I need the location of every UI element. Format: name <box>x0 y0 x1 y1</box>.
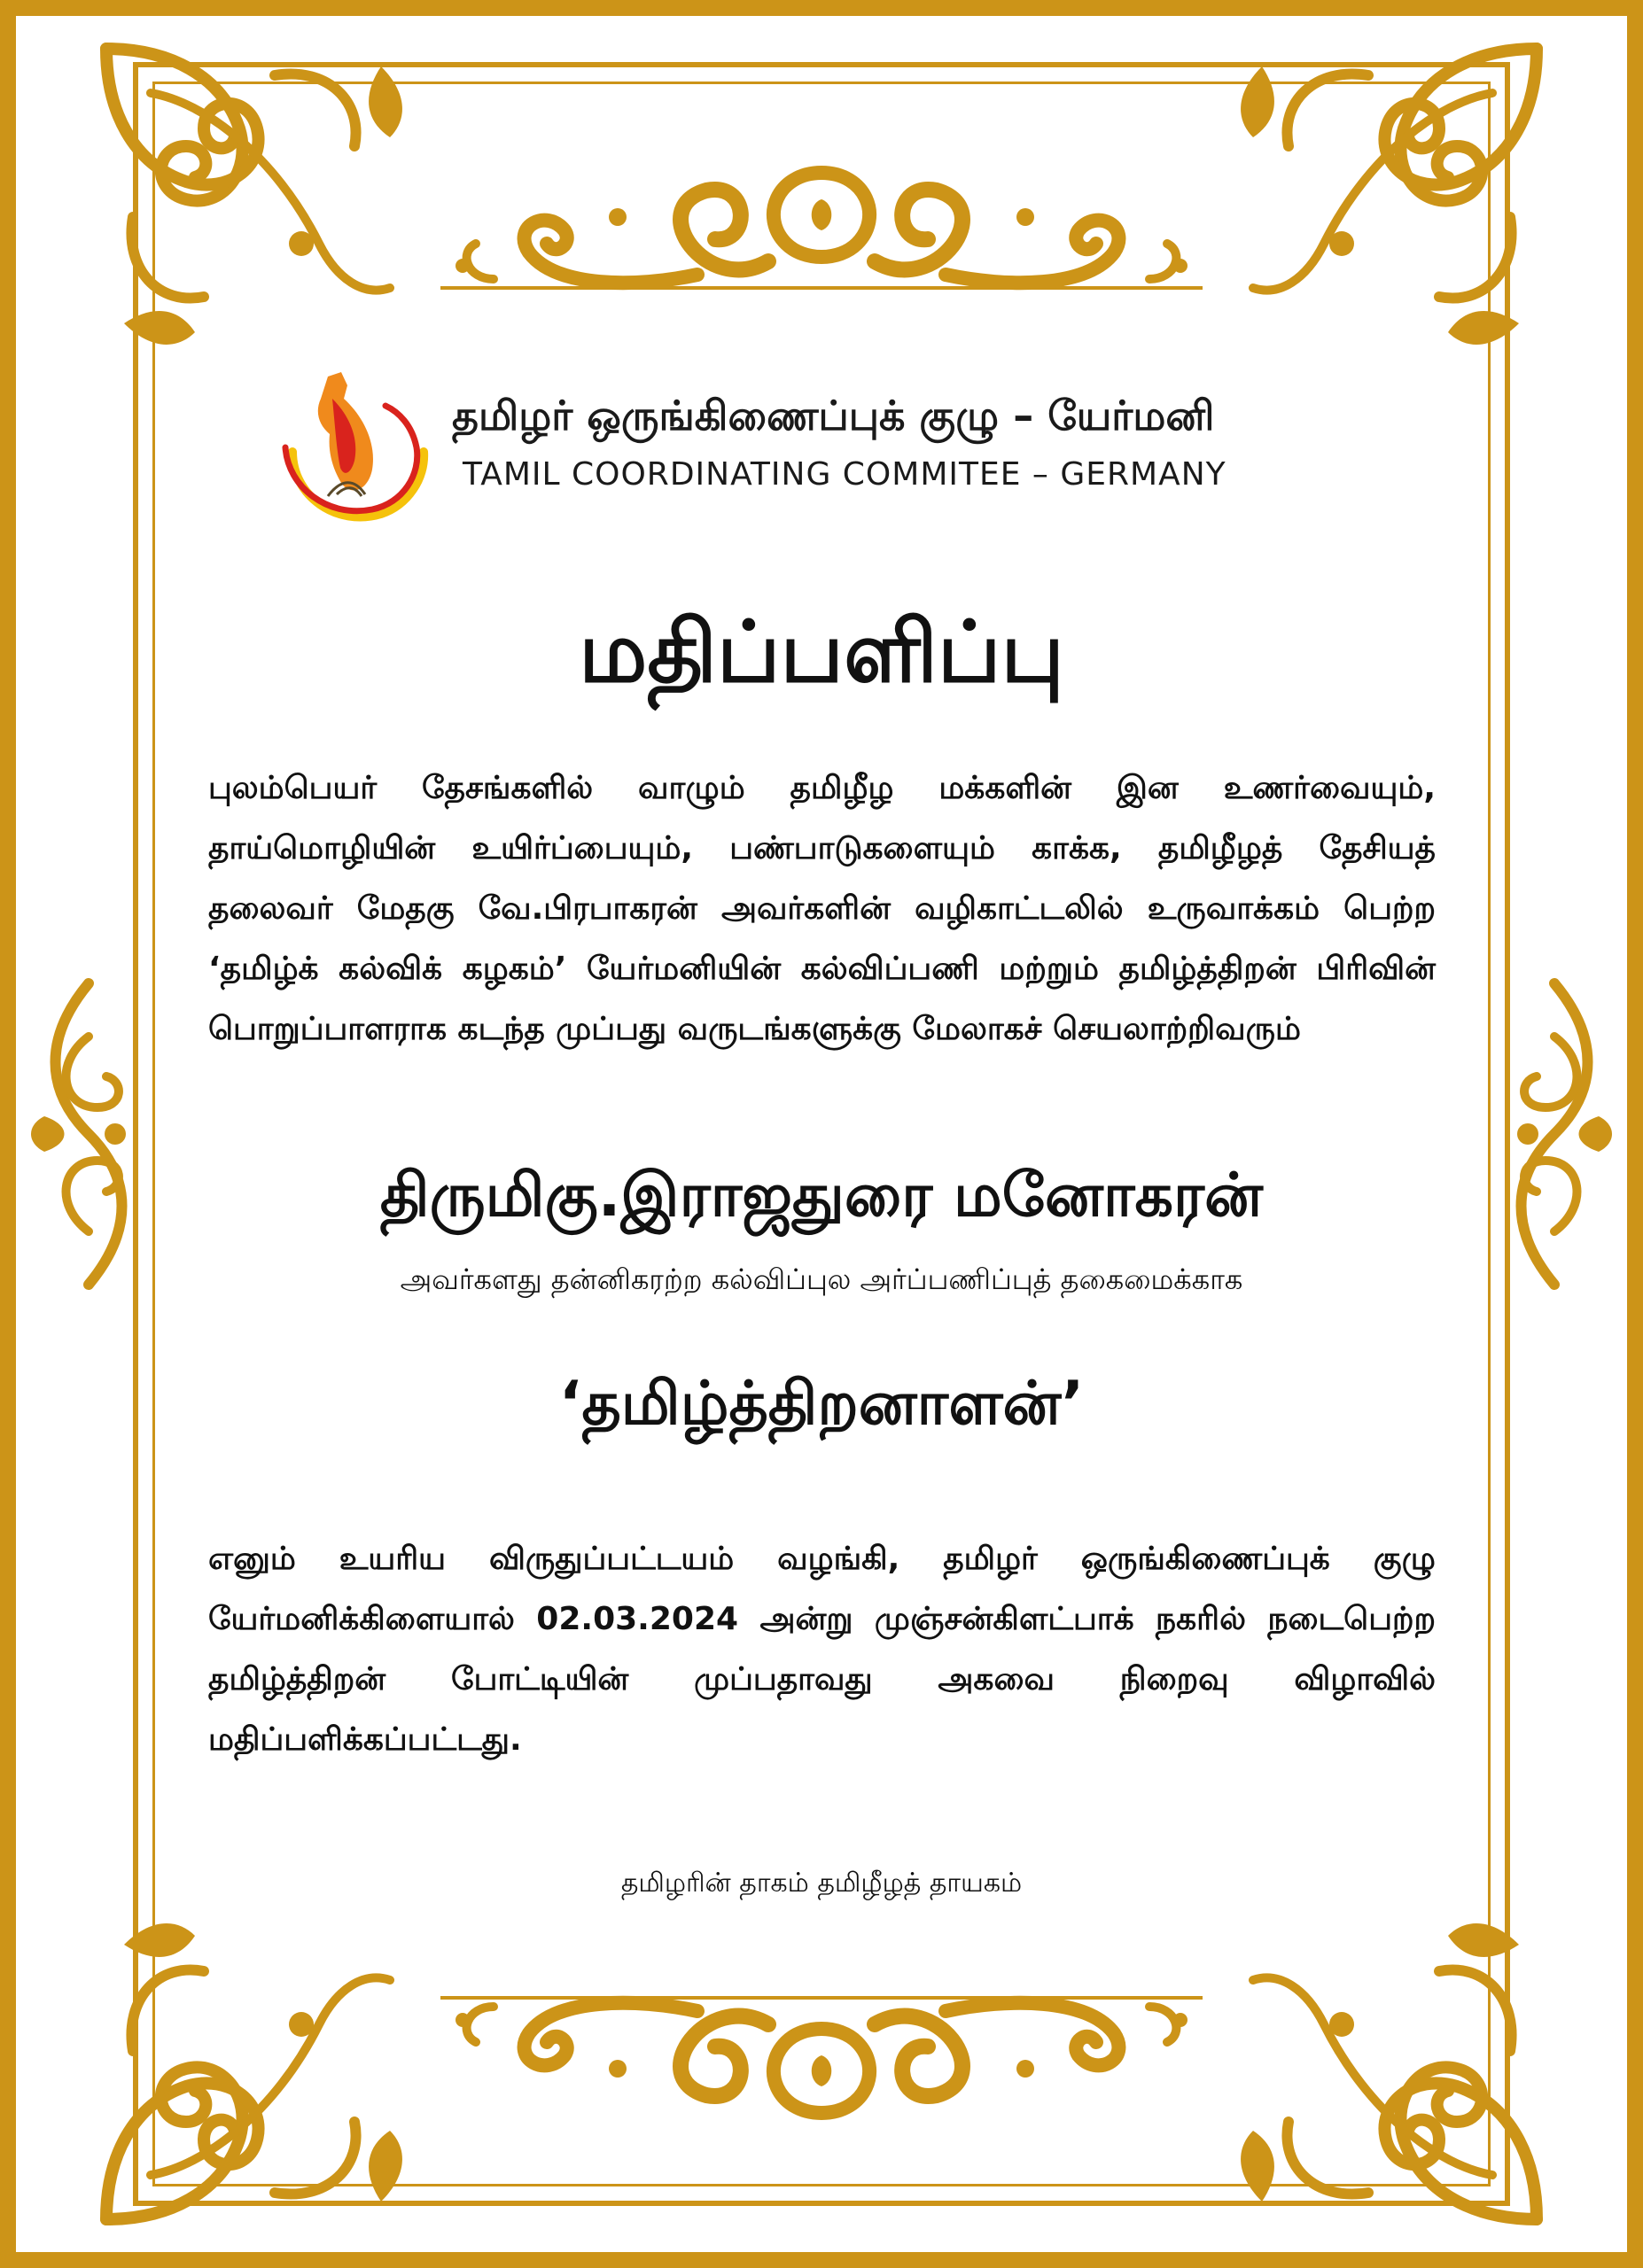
corner-flourish-icon <box>97 40 417 359</box>
organization-name-english: TAMIL COORDINATING COMMITEE – GERMANY <box>463 456 1226 493</box>
intro-paragraph: புலம்பெயர் தேசங்களில் வாழும் தமிழீழ மக்களின் இன உணர்வையும், தாய்மொழியின் உயிர்ப்பையும், பண்பாடுகளையும் காக்க, தமிழீழத் தேசியத் தலைவர் மேதகு வே.பிரபாகரன் அவர்களின் வழிகாட்டலில் உருவாக்கம் பெற்ற ‘தமிழ்க் கல்விக் கழகம்’ யேர்மனியின் கல்விப்பணி மற்றும் தமிழ்த்திறன் பிரிவின் பொறுப்பாளராக கடந்த முப்பது வருடங்களுக்கு மேலாகச் செயலாற்றிவரும் <box>208 770 1436 1047</box>
honoree-tagline: அவர்களது தன்னிகரற்ற கல்விப்புல அர்ப்பணிப்புத் தகைமைக்காக <box>400 1262 1243 1296</box>
award-title: ‘தமிழ்த்திறனாளன்’ <box>558 1369 1085 1439</box>
organization-logo-icon <box>266 363 430 527</box>
honoree-name: திருமிகு.இராஜதுரை மனோகரன் <box>379 1161 1264 1231</box>
scroll-ornament-icon <box>440 155 1203 332</box>
motto: தமிழரின் தாகம் தமிழீழத் தாயகம் <box>620 1868 1023 1899</box>
corner-flourish-icon <box>1226 40 1546 359</box>
side-flourish-icon <box>1483 983 1608 1285</box>
scroll-ornament-icon <box>440 1945 1203 2122</box>
corner-flourish-icon <box>1226 1909 1546 2228</box>
certificate-title: மதிப்பளிப்பு <box>579 602 1064 702</box>
organization-name-tamil: தமிழர் ஒருங்கிணைப்புக் குழு – யேர்மனி <box>452 392 1215 439</box>
side-flourish-icon <box>35 983 160 1285</box>
corner-flourish-icon <box>97 1909 417 2228</box>
closing-paragraph: எனும் உயரிய விருதுப்பட்டயம் வழங்கி, தமிழர் ஒருங்கிணைப்புக் குழு யேர்மனிக்கிளையால் 02.03.2024 அன்று முஞ்சன்கிளட்பாக் நகரில் நடைபெற்ற தமிழ்த்திறன் போட்டியின் முப்பதாவது அகவை நிறைவு விழாவில் மதிப்பளிக்கப்பட்டது. <box>208 1541 1436 1758</box>
organization-header <box>266 354 1382 532</box>
